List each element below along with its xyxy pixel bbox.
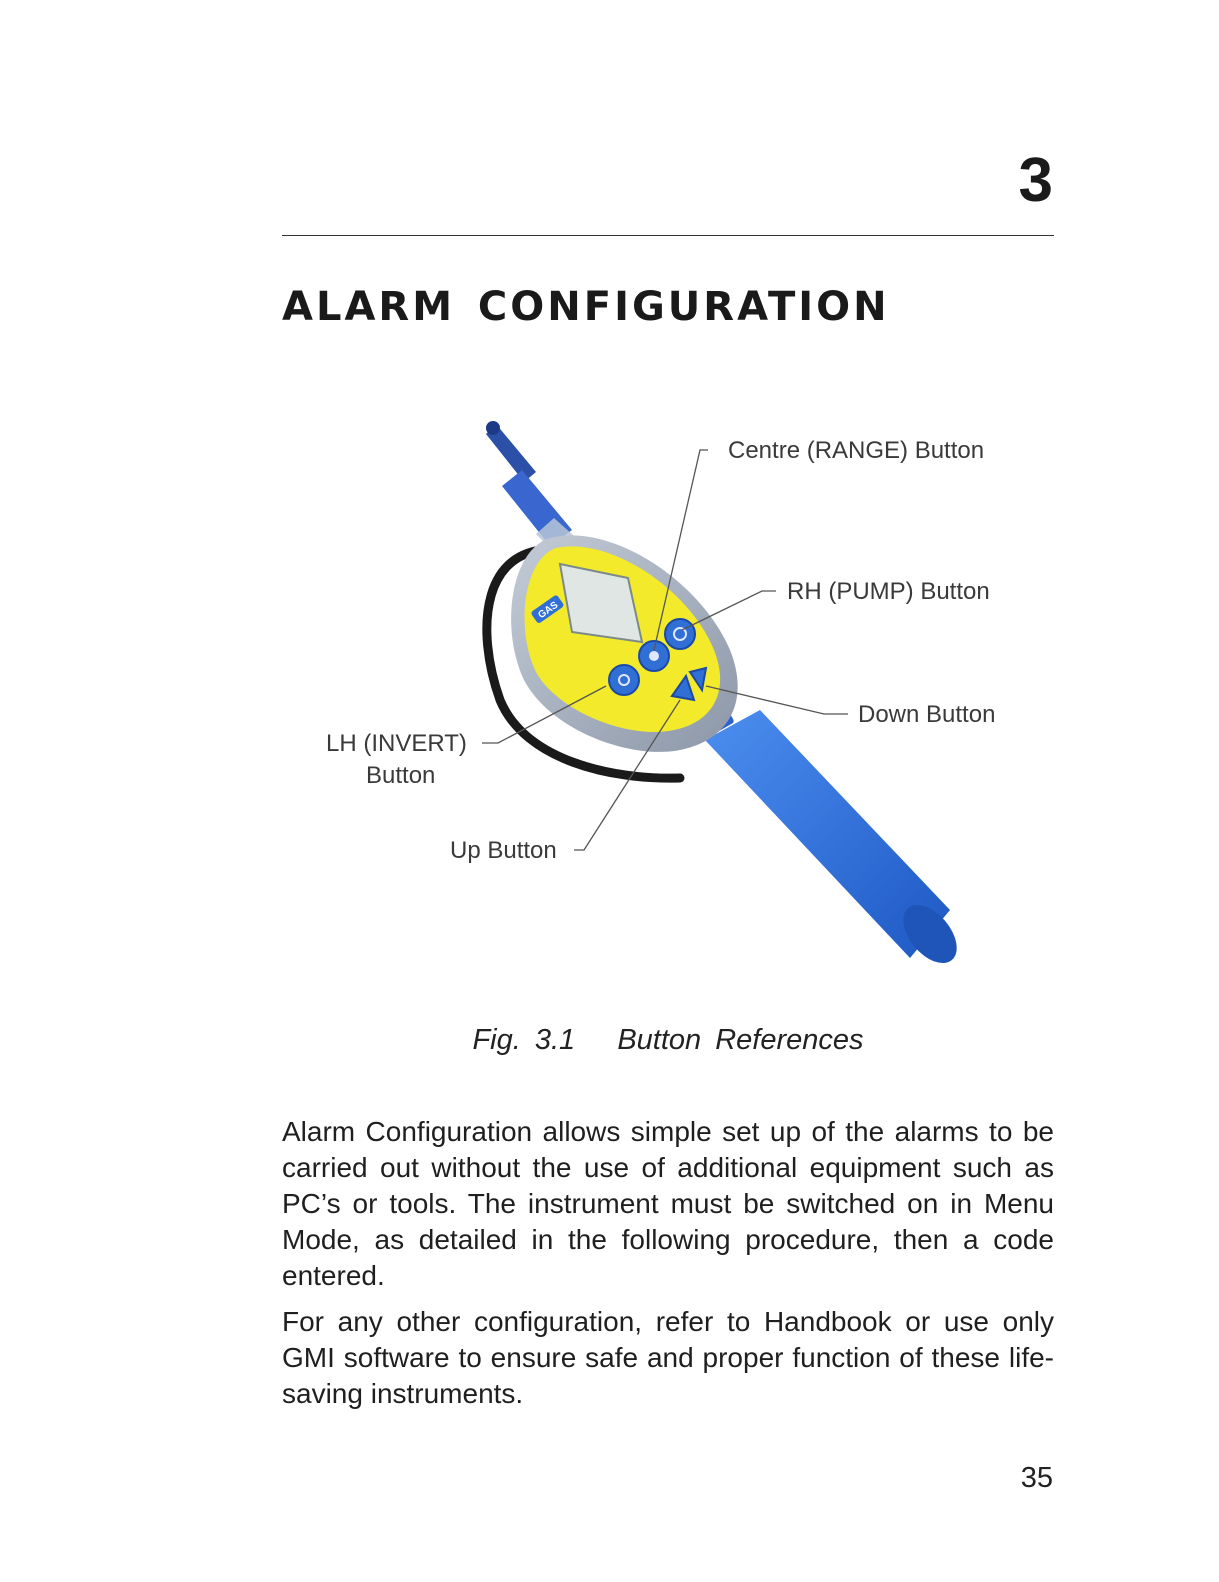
callout-lh-invert: LH (INVERT) bbox=[326, 730, 467, 757]
callout-centre-range: Centre (RANGE) Button bbox=[728, 437, 985, 464]
chapter-number: 3 bbox=[1018, 146, 1053, 215]
callout-down: Down Button bbox=[858, 701, 996, 728]
gas-detector-illustration bbox=[310, 410, 1030, 990]
callout-rh-pump: RH (PUMP) Button bbox=[787, 578, 990, 605]
lh-invert-button[interactable] bbox=[609, 665, 639, 695]
rh-pump-button[interactable] bbox=[665, 619, 695, 649]
body-paragraph-1: Alarm Configuration allows simple set up of the alarms to be carried out without the use of additional equipment such as PC’s or tools. The instrument must be switched on in Menu Mode, as detailed in the following procedure, then a code entered. bbox=[282, 1116, 1054, 1291]
centre-range-button[interactable] bbox=[639, 641, 669, 671]
device-figure bbox=[310, 410, 1030, 990]
section-title: ALARM CONFIGURATION bbox=[282, 284, 890, 330]
callout-up: Up Button bbox=[450, 837, 557, 864]
page-number: 35 bbox=[1020, 1462, 1053, 1494]
header-rule bbox=[282, 235, 1054, 236]
figure-caption: Fig. 3.1 Button References bbox=[472, 1024, 864, 1056]
body-paragraph-2: For any other configuration, refer to Handbook or use only GMI software to ensure safe and proper function of these life-saving instruments. bbox=[282, 1306, 1054, 1409]
callout-lh-invert-line2: Button bbox=[366, 762, 436, 789]
svg-text:GAS: GAS bbox=[536, 599, 561, 622]
